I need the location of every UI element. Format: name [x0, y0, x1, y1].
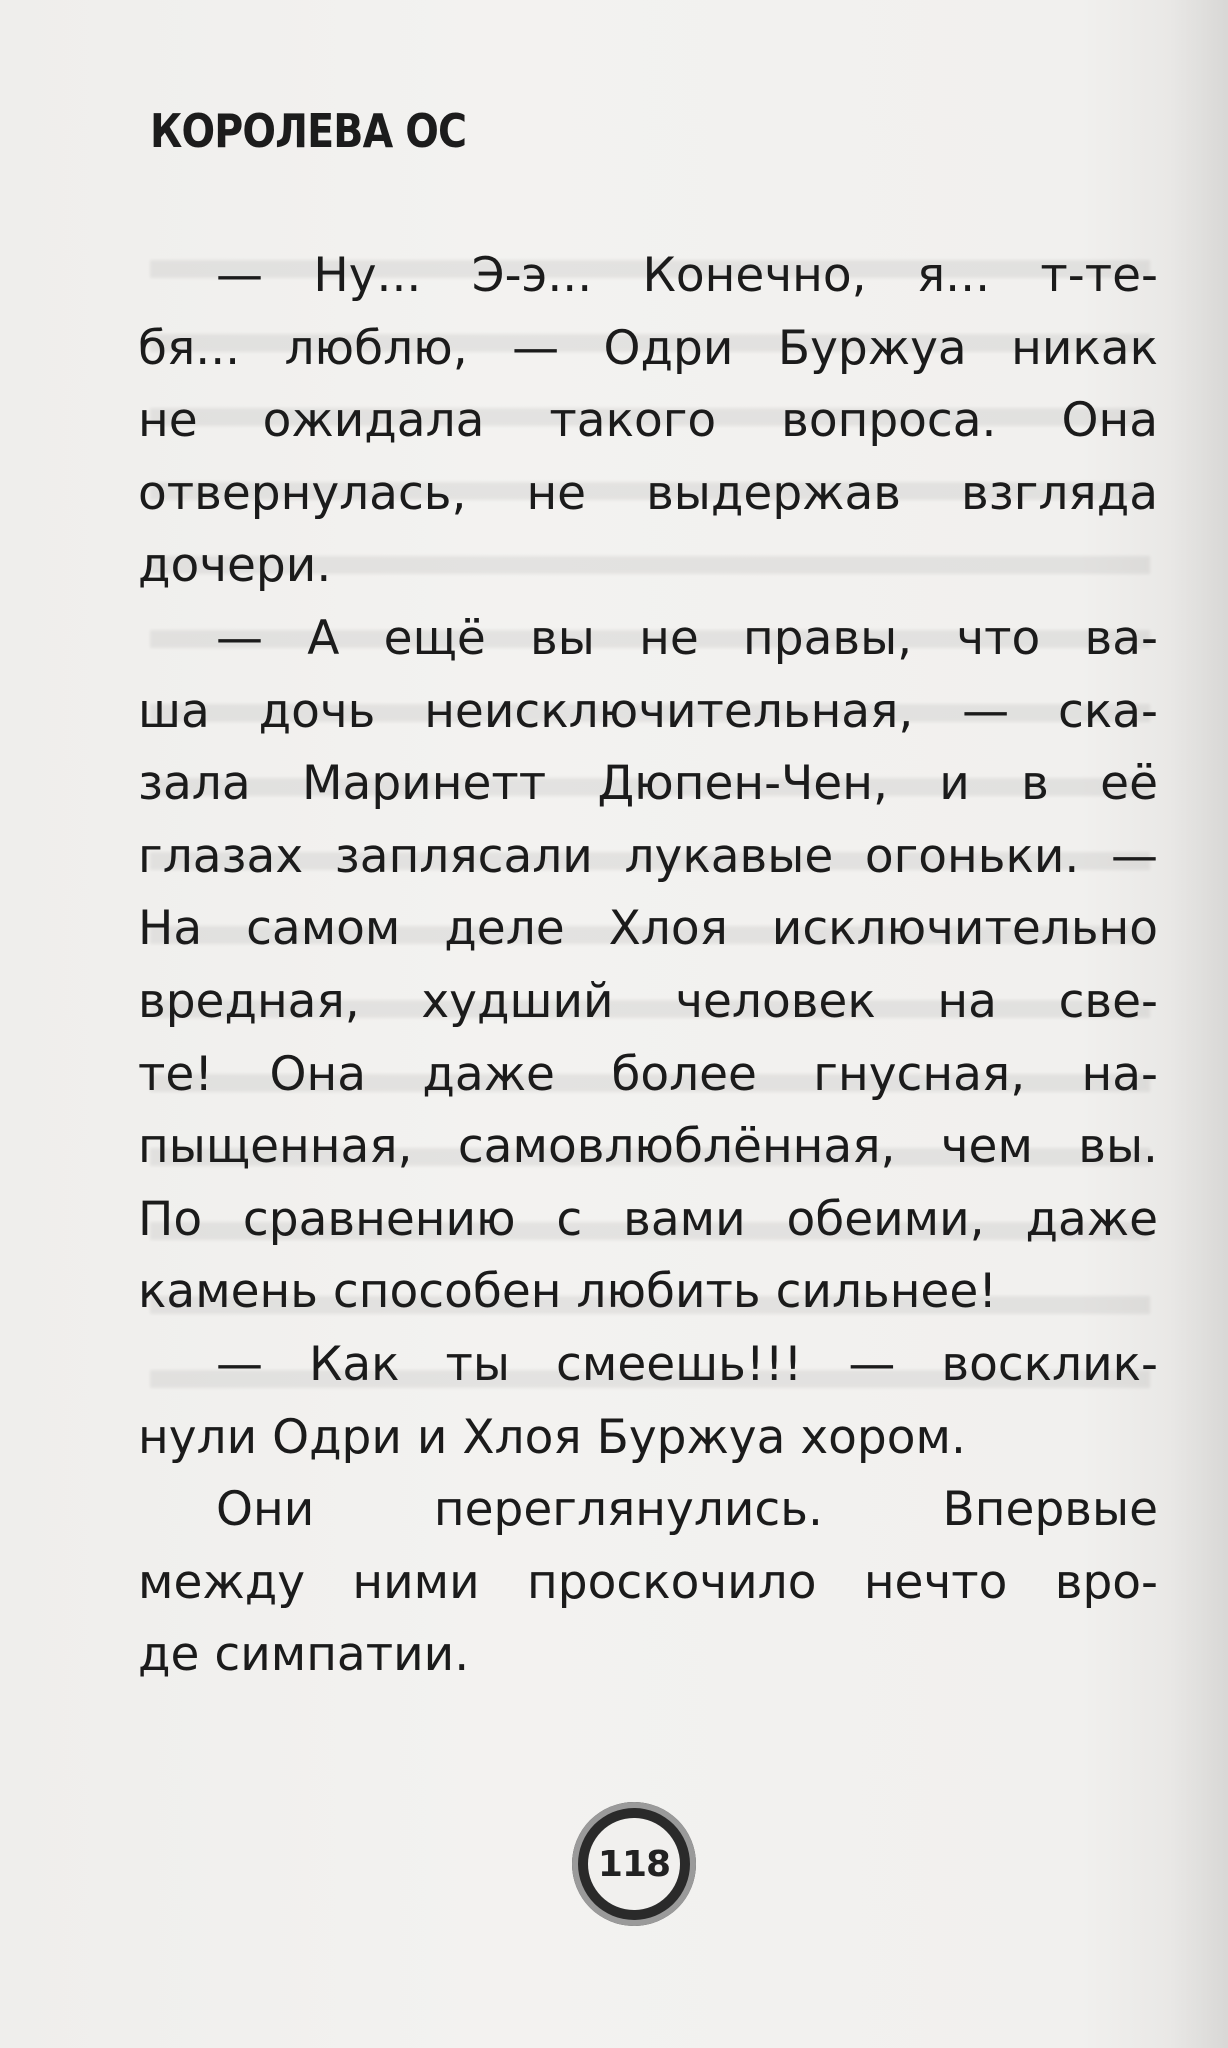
- paragraph: [138, 1329, 1158, 1474]
- text-line: бя... люблю, — Одри Буржуа никак: [138, 320, 1158, 376]
- paragraph: [138, 1474, 1158, 1692]
- text-line: де симпатии.: [138, 1627, 470, 1683]
- text-line: отвернулась, не выдержав взгляда: [138, 465, 1158, 521]
- text-line: Они переглянулись. Впервые: [216, 1482, 1158, 1538]
- text-line: вредная, худший человек на све-: [138, 973, 1158, 1029]
- page-number-badge: [572, 1802, 696, 1926]
- text-line: дочери.: [138, 538, 332, 594]
- text-line: нули Одри и Хлоя Буржуа хором.: [138, 1409, 966, 1465]
- text-line: пыщенная, самовлюблённая, чем вы.: [138, 1119, 1158, 1175]
- text-line: По сравнению с вами обеими, даже: [138, 1191, 1158, 1247]
- page-edge-shadow: [1168, 0, 1228, 2048]
- page-number: 118: [588, 1818, 680, 1910]
- running-head: КОРОЛЕВА ОС: [150, 104, 467, 158]
- body-text: [138, 240, 1158, 1692]
- text-line: те! Она даже более гнусная, на-: [138, 1046, 1158, 1102]
- text-line: — Как ты смеешь!!! — восклик-: [216, 1336, 1158, 1392]
- text-line: между ними проскочило нечто вро-: [138, 1554, 1158, 1610]
- paragraph: [138, 603, 1158, 1329]
- paragraph: [138, 240, 1158, 603]
- text-line: На самом деле Хлоя исключительно: [138, 901, 1158, 957]
- text-line: ша дочь неисключительная, — ска-: [138, 683, 1158, 739]
- text-line: камень способен любить сильнее!: [138, 1264, 998, 1320]
- text-line: глазах заплясали лукавые огоньки. —: [138, 828, 1158, 884]
- text-line: не ожидала такого вопроса. Она: [138, 393, 1158, 449]
- text-line: зала Маринетт Дюпен-Чен, и в её: [138, 756, 1158, 812]
- text-line: — Ну... Э-э... Конечно, я... т-те-: [216, 248, 1158, 303]
- text-line: — А ещё вы не правы, что ва-: [216, 610, 1158, 666]
